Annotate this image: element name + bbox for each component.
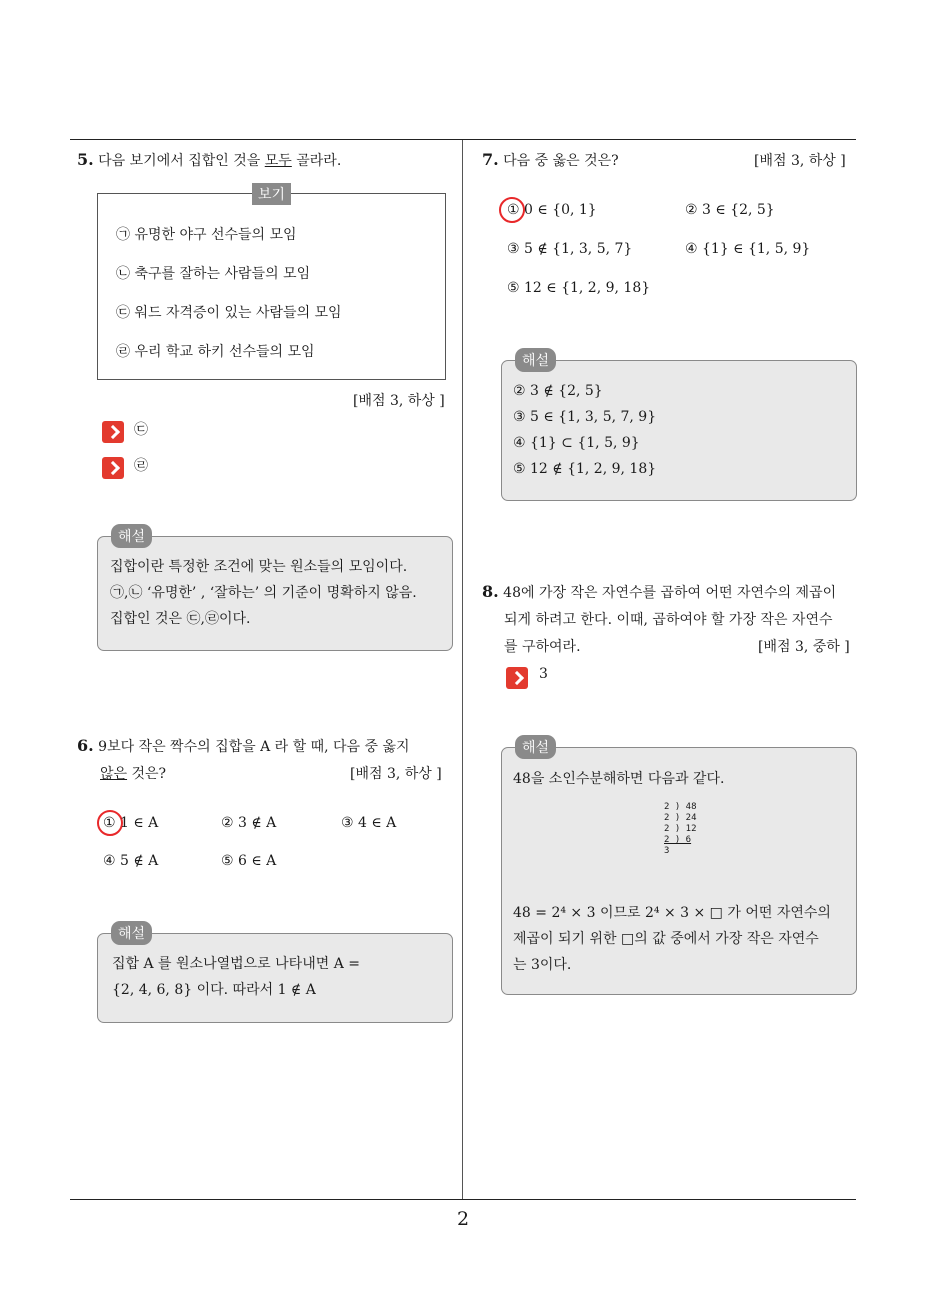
q5-explanation-line: 집합이란 특정한 조건에 맞는 원소들의 모임이다. xyxy=(110,559,408,575)
q7-option[interactable]: ⑤ 12 ∈ {1, 2, 9, 18} xyxy=(507,280,651,296)
q7-option[interactable]: ① 0 ∈ {0, 1} xyxy=(507,202,597,218)
q8-explanation-line: 제곱이 되기 위한 □의 값 중에서 가장 작은 자연수 xyxy=(513,931,819,947)
q6-text-line1: 9보다 작은 짝수의 집합을 A 라 할 때, 다음 중 옳지 xyxy=(98,739,410,755)
q6-option[interactable]: ① 1 ∈ A xyxy=(103,815,159,831)
q6-explanation-line: 집합 A 를 원소나열법으로 나타내면 A = xyxy=(112,956,360,972)
q6-text-post: 것은? xyxy=(127,766,167,782)
q8-score: [배점 3, 중하 ] xyxy=(758,639,850,655)
q5-explanation-line: 집합인 것은 ㉢,㉣이다. xyxy=(110,611,251,627)
division-row: 2 ) 12 xyxy=(664,824,697,834)
division-row: 2 ) 48 xyxy=(664,802,697,812)
q8-text-line: 48에 가장 작은 자연수를 곱하여 어떤 자연수의 제곱이 xyxy=(503,585,837,601)
q5-score: [배점 3, 하상 ] xyxy=(353,393,445,409)
q6-explanation-label: 해설 xyxy=(111,921,152,945)
q8-stem-line1 xyxy=(482,582,836,602)
q7-option[interactable]: ④ {1} ∈ {1, 5, 9} xyxy=(685,241,811,257)
bottom-rule xyxy=(70,1199,856,1200)
q6-option[interactable]: ④ 5 ∉ A xyxy=(103,853,159,869)
q5-text-post: 골라라. xyxy=(291,153,342,169)
q8-text-line: 를 구하여라. xyxy=(504,639,581,655)
q5-answer: ㉢ xyxy=(134,422,148,438)
q6-option[interactable]: ③ 4 ∈ A xyxy=(341,815,397,831)
q6-text-underlined: 않은 xyxy=(100,766,128,782)
q6-stem-line1 xyxy=(77,736,410,756)
q5-bogi-item: ㉡ 축구를 잘하는 사람들의 모임 xyxy=(116,266,311,282)
division-row: 2 ) 6 xyxy=(664,835,692,845)
q7-stem xyxy=(482,150,619,170)
answer-arrow-icon xyxy=(102,457,124,479)
q8-explanation-line: 는 3이다. xyxy=(513,957,572,973)
q5-explanation-label: 해설 xyxy=(111,524,152,548)
q5-number: 5. xyxy=(77,150,94,169)
top-rule xyxy=(70,139,856,140)
q8-text-line: 되게 하려고 한다. 이때, 곱하여야 할 가장 작은 자연수 xyxy=(504,612,833,628)
q6-option[interactable]: ⑤ 6 ∈ A xyxy=(221,853,277,869)
q6-option[interactable]: ② 3 ∉ A xyxy=(221,815,277,831)
q8-explanation-line: 48 = 2⁴ × 3 이므로 2⁴ × 3 × □ 가 어떤 자연수의 xyxy=(513,905,831,921)
page-number: 2 xyxy=(456,1208,470,1230)
q6-stem-line2 xyxy=(100,763,166,783)
q7-explanation-label: 해설 xyxy=(515,348,556,372)
q6-number: 6. xyxy=(77,736,94,755)
q5-stem xyxy=(77,150,341,170)
answer-arrow-icon xyxy=(102,421,124,443)
q7-option[interactable]: ② 3 ∈ {2, 5} xyxy=(685,202,775,218)
q5-text-underlined: 모두 xyxy=(264,153,292,169)
column-divider xyxy=(462,140,463,1200)
q5-explanation-line: ㉠,㉡ ‘유명한’ , ‘잘하는’ 의 기준이 명확하지 않음. xyxy=(110,585,417,601)
q7-explanation-line: ③ 5 ∈ {1, 3, 5, 7, 9} xyxy=(513,409,657,425)
division-row: 3 xyxy=(664,846,670,856)
q6-score: [배점 3, 하상 ] xyxy=(350,766,442,782)
q6-explanation-line: {2, 4, 6, 8} 이다. 따라서 1 ∉ A xyxy=(112,982,316,998)
q7-explanation-line: ⑤ 12 ∉ {1, 2, 9, 18} xyxy=(513,461,657,477)
q7-option[interactable]: ③ 5 ∉ {1, 3, 5, 7} xyxy=(507,241,633,257)
q7-score: [배점 3, 하상 ] xyxy=(754,153,846,169)
q5-bogi-label: 보기 xyxy=(252,183,291,205)
q5-bogi-item: ㉢ 워드 자격증이 있는 사람들의 모임 xyxy=(116,305,342,321)
q8-answer: 3 xyxy=(539,666,548,682)
division-row: 2 ) 24 xyxy=(664,813,697,823)
answer-arrow-icon xyxy=(506,667,528,689)
prime-factorization-division xyxy=(664,802,697,857)
q7-explanation-line: ④ {1} ⊂ {1, 5, 9} xyxy=(513,435,640,451)
q7-explanation-line: ② 3 ∉ {2, 5} xyxy=(513,383,603,399)
q5-bogi-item: ㉣ 우리 학교 하키 선수들의 모임 xyxy=(116,344,315,360)
q5-answer: ㉣ xyxy=(134,458,148,474)
q7-number: 7. xyxy=(482,150,499,169)
q8-number: 8. xyxy=(482,582,499,601)
q8-explanation-intro: 48을 소인수분해하면 다음과 같다. xyxy=(513,771,725,787)
q5-text-pre: 다음 보기에서 집합인 것을 xyxy=(98,153,265,169)
q8-explanation-label: 해설 xyxy=(515,735,556,759)
q7-text: 다음 중 옳은 것은? xyxy=(503,153,619,169)
q5-bogi-item: ㉠ 유명한 야구 선수들의 모임 xyxy=(116,227,297,243)
